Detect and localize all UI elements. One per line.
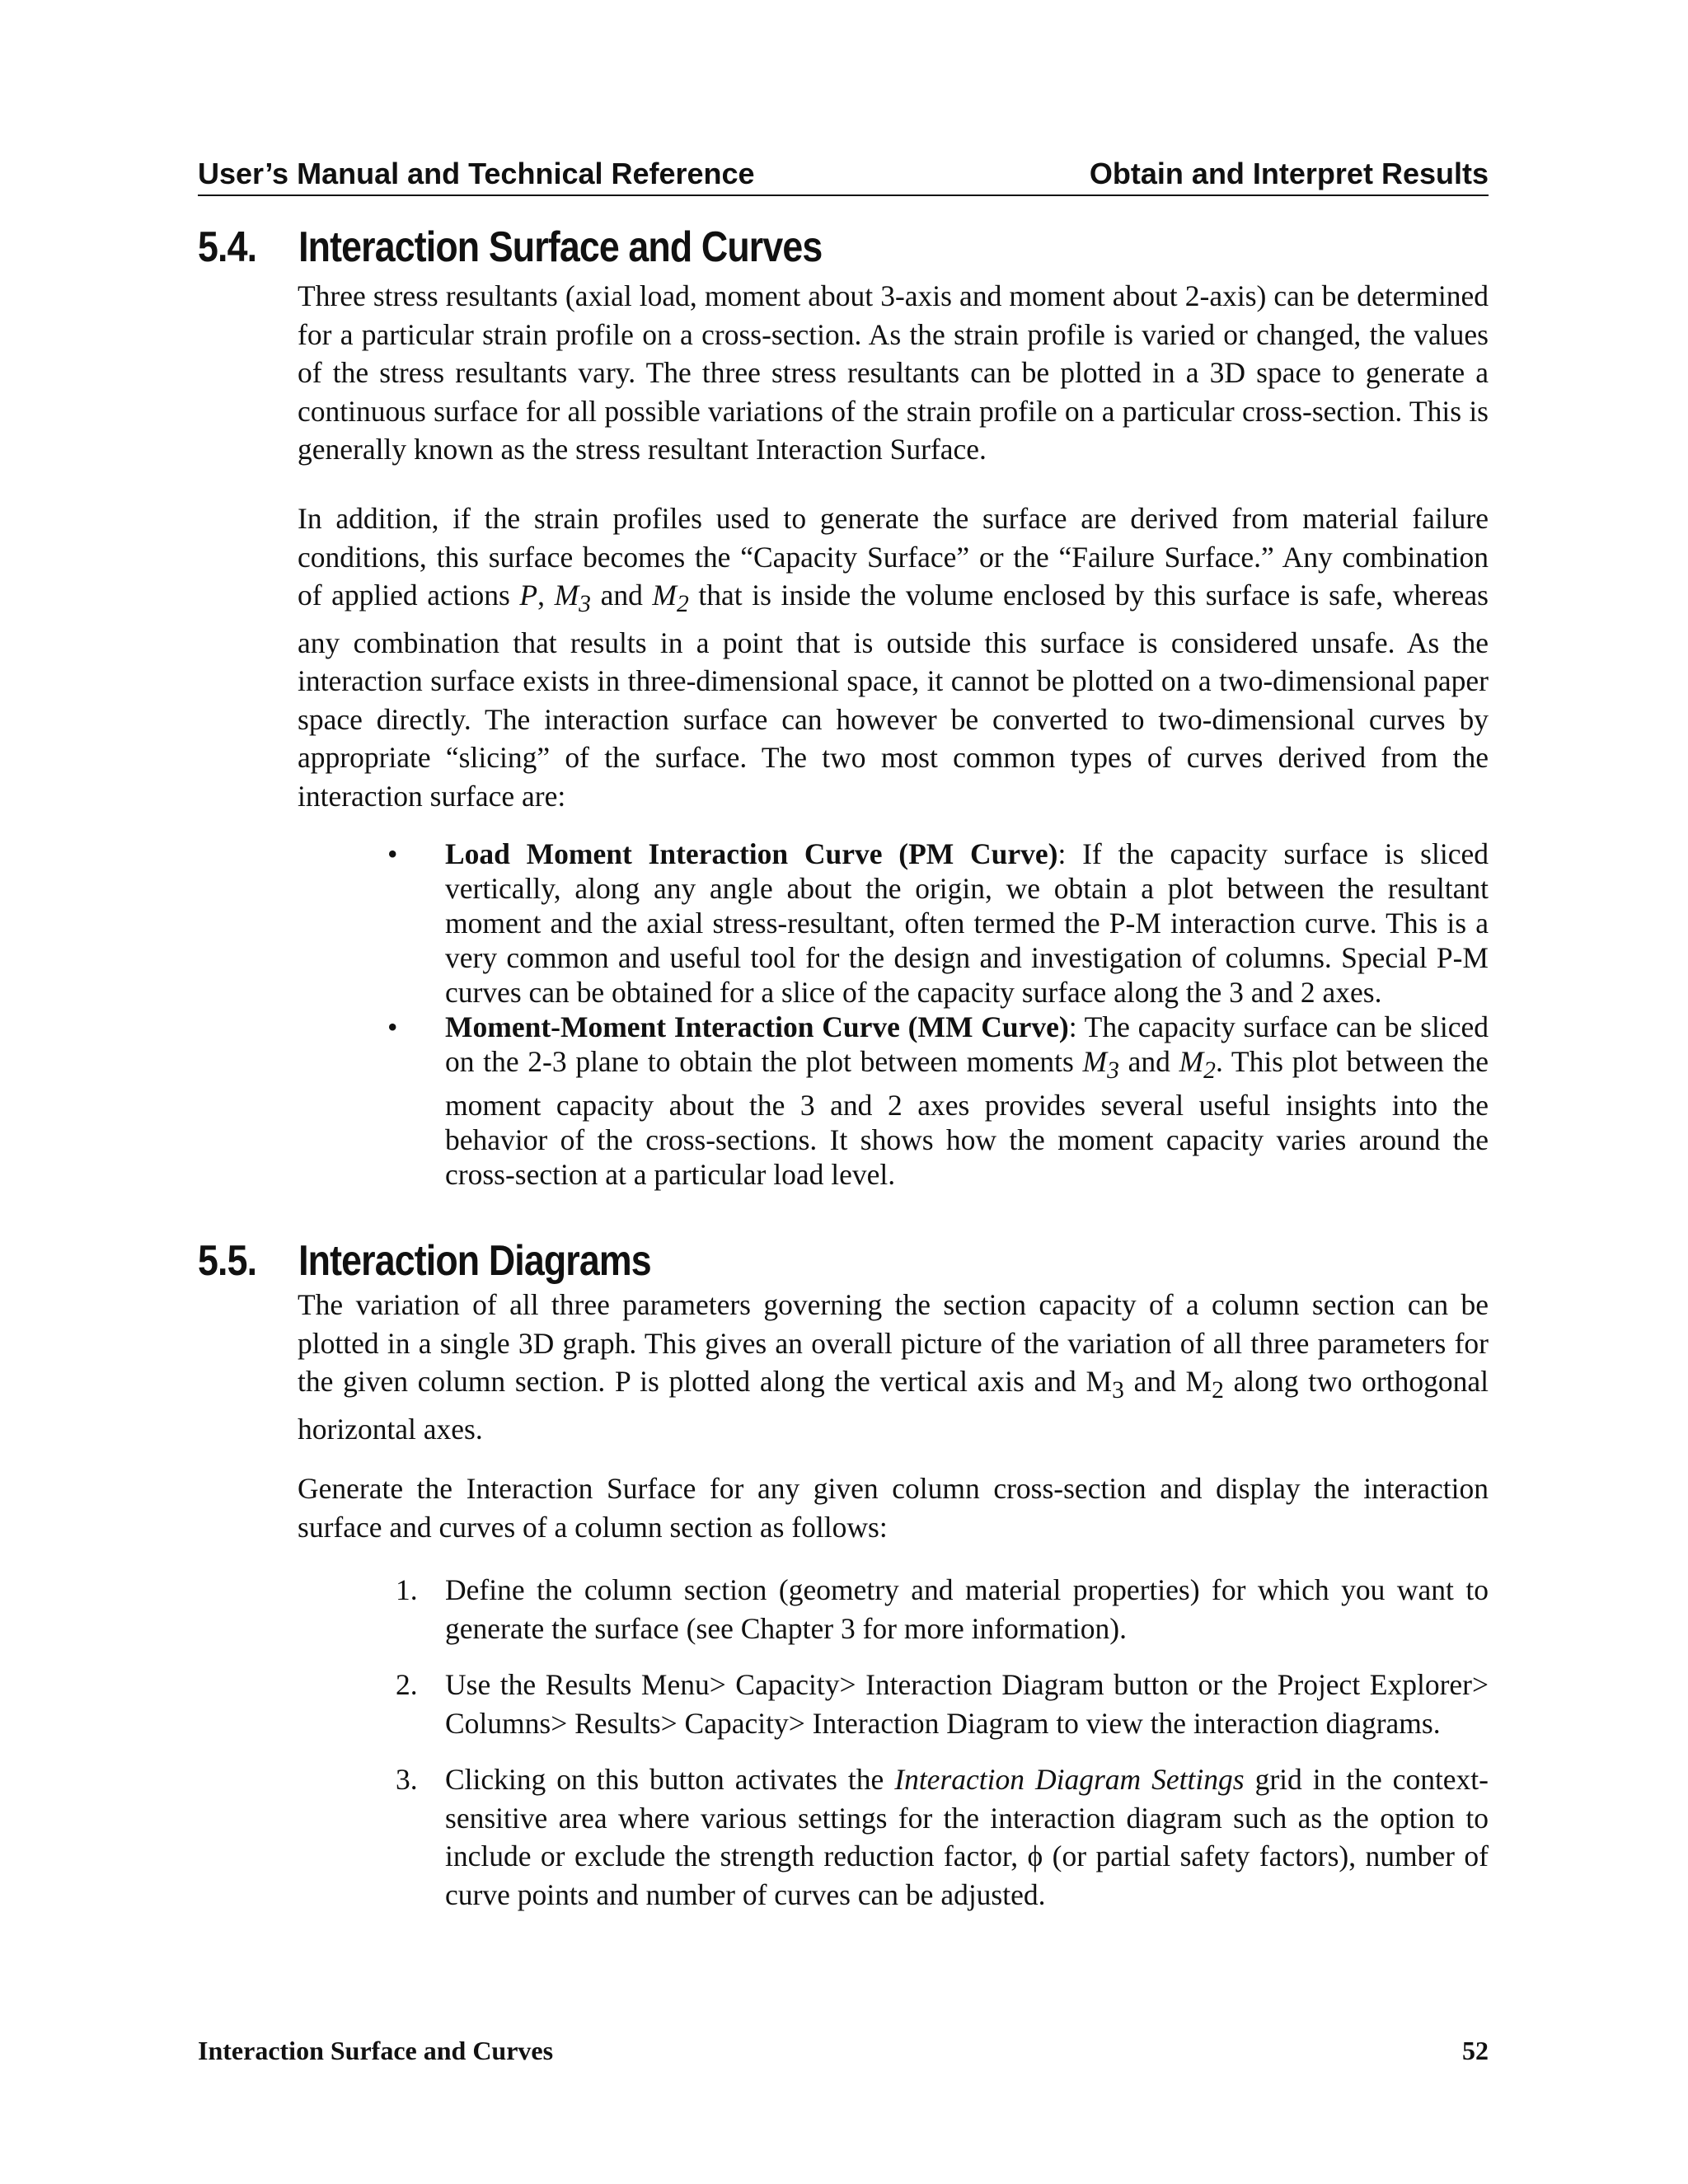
paragraph: The variation of all three parameters governing the section capacity of a column section can be plotted in a single 3D graph. This gives an overall picture of the variation of all three parameters for the given column section. P is plotted along the vertical axis and $M_3$ and $M_2$ along two orthogonal horizontal axes. xyxy=(298,1288,1489,1446)
header-manual-title: User’s Manual and Technical Reference xyxy=(198,157,755,190)
page-number: 52 xyxy=(1462,2036,1489,2065)
footer-section-title: Interaction Surface and Curves xyxy=(198,2036,554,2065)
list-item: • Moment-Moment Interaction Curve (MM Curve): The capacity surface can be sliced on the 2-3 plane to obtain the plot between moments $M_3$ and $M_2$. This plot between the moment capacity about the 3 and 2 axes provides several useful insights into the behavior of the cross-sections. It shows how the moment capacity varies around the cross-section at a particular load level. xyxy=(387,1010,1489,1192)
step-number: 3. xyxy=(396,1763,418,1796)
section-title: Interaction Diagrams xyxy=(298,1237,651,1285)
bullet-glyph: • xyxy=(387,837,398,870)
section-number: 5.4. xyxy=(198,223,257,271)
page-footer xyxy=(198,2036,1489,2066)
step-number: 1. xyxy=(396,1573,418,1606)
section-number: 5.5. xyxy=(198,1237,257,1285)
bullet-glyph: • xyxy=(387,1010,398,1043)
list-item: 2. Use the Results Menu> Capacity> Interaction Diagram button or the Project Explorer> Columns> Results> Capacity> Interaction Diagram to view the interaction diagrams. xyxy=(387,1666,1489,1742)
running-header xyxy=(198,157,1489,196)
step-number: 2. xyxy=(396,1668,418,1701)
section-5-4-heading xyxy=(198,223,822,272)
paragraph: In addition, if the strain profiles used to generate the surface are derived from material failure conditions, this surface becomes the “Capacity Surface” or the “Failure Surface.” Any combination of applied actions P, $M_3$ and $M_2$ that is inside the volume enclosed by this surface is safe, whereas any combination that results in a point that is outside this surface is considered unsafe. As the interaction surface exists in three-dimensional space, it cannot be plotted on a two-dimensional paper space directly. The interaction surface can however be converted to two-dimensional curves by appropriate “slicing” of the surface. The two most common types of curves derived from the interaction surface are: xyxy=(298,502,1489,813)
list-item: • Load Moment Interaction Curve (PM Curve): If the capacity surface is sliced vertically, along any angle about the origin, we obtain a plot between the resultant moment and the axial stress-resultant, often termed the P-M interaction curve. This is a very common and useful tool for the design and investigation of columns. Special P-M curves can be obtained for a slice of the capacity surface along the 3 and 2 axes. xyxy=(387,837,1489,1009)
header-chapter-title: Obtain and Interpret Results xyxy=(1089,157,1489,190)
bullet-list xyxy=(387,837,1489,1192)
list-item: 1. Define the column section (geometry and material properties) for which you want to generate the surface (see Chapter 3 for more information). xyxy=(387,1571,1489,1647)
paragraph: Generate the Interaction Surface for any given column cross-section and display the interaction surface and curves of a column section as follows: xyxy=(298,1472,1489,1544)
section-5-5-heading xyxy=(198,1236,651,1286)
section-title: Interaction Surface and Curves xyxy=(298,223,823,271)
paragraph: Three stress resultants (axial load, moment about 3-axis and moment about 2-axis) can be determined for a particular strain profile on a cross-section. As the strain profile is varied or changed, the values of the stress resultants vary. The three stress resultants can be plotted in a 3D space to generate a continuous surface for all possible variations of the strain profile on a particular cross-section. This is generally known as the stress resultant Interaction Surface. xyxy=(298,279,1489,466)
numbered-steps xyxy=(387,1571,1489,1932)
list-item: 3. Clicking on this button activates the Interaction Diagram Settings grid in the context-sensitive area where various settings for the interaction diagram such as the option to include or exclude the strength reduction factor, ϕ (or partial safety factors), number of curve points and number of curves can be adjusted. xyxy=(387,1760,1489,1914)
